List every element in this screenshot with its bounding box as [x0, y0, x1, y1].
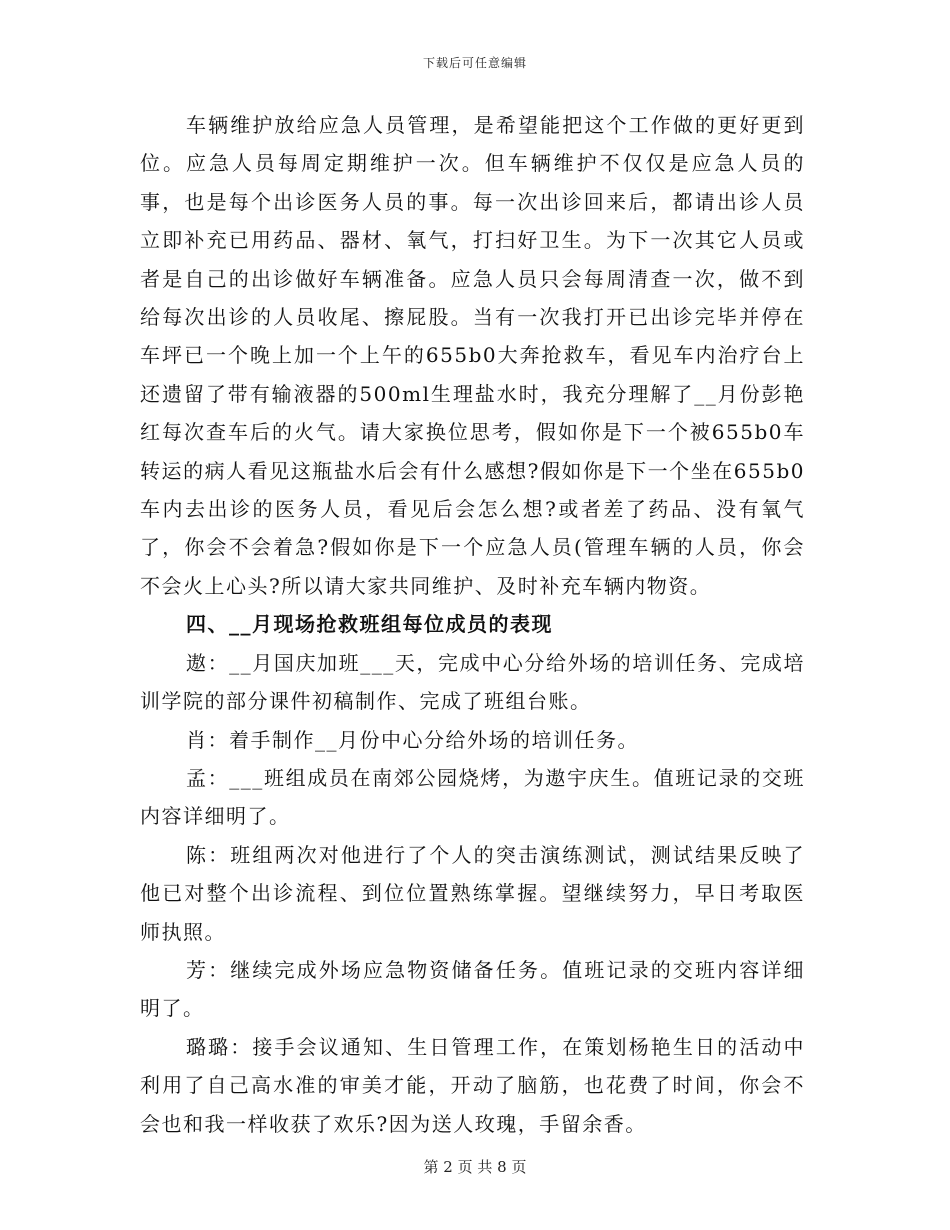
page-number: 第 2 页 共 8 页	[423, 1158, 527, 1176]
paragraph-member-lulu: 璐璐：接手会议通知、生日管理工作，在策划杨艳生日的活动中利用了自己高水准的审美才能，开动了脑筋，也花费了时间，你会不会也和我一样收获了欢乐?因为送人玫瑰，手留余香。	[140, 1034, 805, 1136]
paragraph-member-ao: 遨：__月国庆加班___天，完成中心分给外场的培训任务、完成培训学院的部分课件初稿制作、完成了班组台账。	[140, 650, 805, 714]
page-header: 下载后可任意编辑	[422, 56, 527, 70]
paragraph-member-chen: 陈：班组两次对他进行了个人的突击演练测试，测试结果反映了他已对整个出诊流程、到位位置熟练掌握。望继续努力，早日考取医师执照。	[140, 842, 805, 944]
section-heading: 四、__月现场抢救班组每位成员的表现	[186, 612, 553, 637]
paragraph-member-fang: 芳：继续完成外场应急物资储备任务。值班记录的交班内容详细明了。	[140, 957, 805, 1021]
paragraph-vehicle-maintenance: 车辆维护放给应急人员管理，是希望能把这个工作做的更好更到位。应急人员每周定期维护一次。但车辆维护不仅仅是应急人员的事，也是每个出诊医务人员的事。每一次出诊回来后，都请出诊人员立即补充已用药品、器材、氧气，打扫好卫生。为下一次其它人员或者是自己的出诊做好车辆准备。应急人员只会每周清查一次，做不到给每次出诊的人员收尾、擦屁股。当有一次我打开已出诊完毕并停在车坪已一个晚上加一个上午的655b0大奔抢救车，看见车内治疗台上还遗留了带有输液器的500ml生理盐水时，我充分理解了__月份彭艳红每次查车后的火气。请大家换位思考，假如你是下一个被655b0车转运的病人看见这瓶盐水后会有什么感想?假如你是下一个坐在655b0车内去出诊的医务人员，看见后会怎么想?或者差了药品、没有氧气了，你会不会着急?假如你是下一个应急人员(管理车辆的人员，你会不会火上心头?所以请大家共同维护、及时补充车辆内物资。	[140, 113, 805, 598]
paragraph-member-meng: 孟：___班组成员在南郊公园烧烤，为遨宇庆生。值班记录的交班内容详细明了。	[140, 765, 805, 829]
paragraph-member-xiao: 肖：着手制作__月份中心分给外场的培训任务。	[186, 727, 639, 752]
document-body	[140, 106, 805, 1143]
